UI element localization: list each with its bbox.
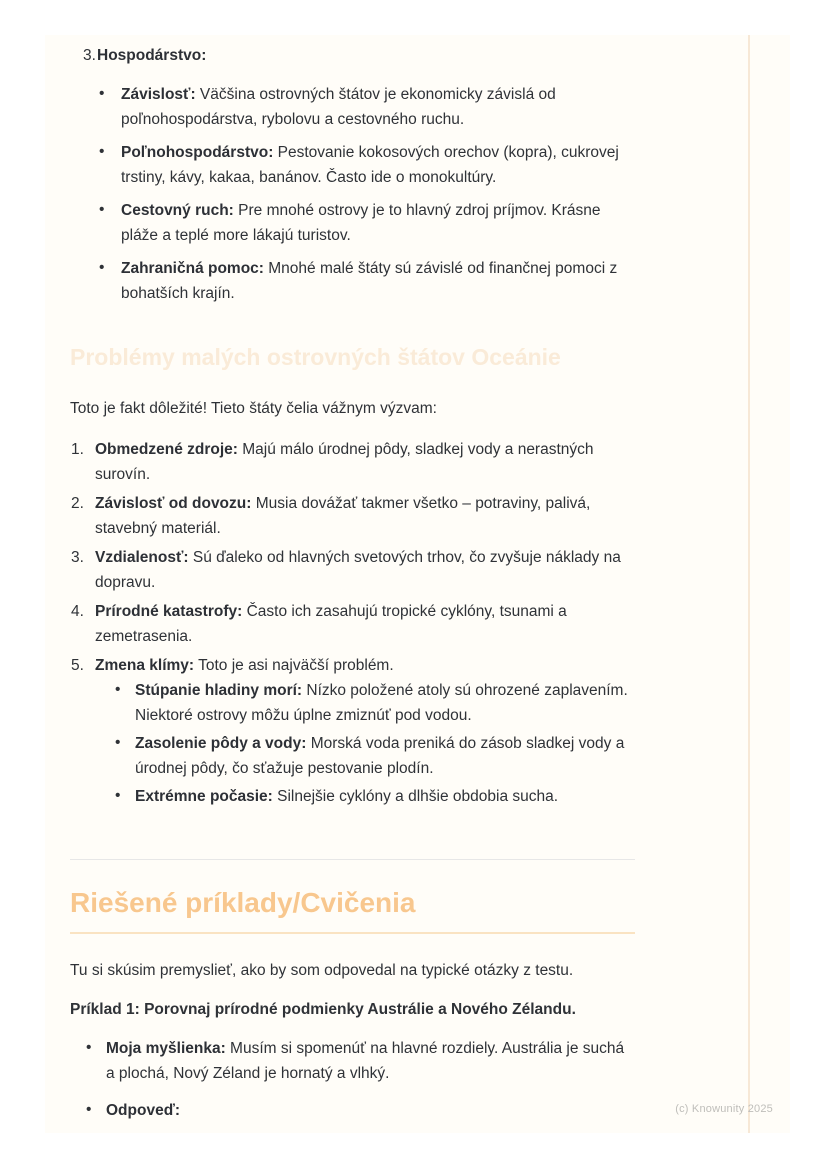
bullet-marker: •: [99, 259, 105, 276]
item-text: Musia dovážať takmer všetko – potraviny, palivá, stavebný materiál.: [95, 495, 591, 537]
item-label: Extrémne počasie:: [135, 788, 273, 805]
item-text: Väčšina ostrovných štátov je ekonomicky závislá od poľnohospodárstva, rybolovu a cestovného ruchu.: [121, 86, 556, 128]
bullet-marker: •: [115, 681, 121, 698]
item-text: Pestovanie kokosových orechov (kopra), cukrovej trstiny, kávy, kakaa, banánov. Často ide o monokultúry.: [121, 144, 619, 186]
problems-numbered-list: [70, 437, 635, 809]
item-label: Obmedzené zdroje:: [95, 441, 238, 458]
item-label: Zahraničná pomoc:: [121, 260, 264, 277]
document-page: [45, 35, 790, 1133]
section-heading-examples: Riešené príklady/Cvičenia: [70, 886, 635, 934]
list-item: [70, 1098, 635, 1123]
page-edge-line: [748, 35, 750, 1133]
problems-intro-paragraph: Toto je fakt dôležité! Tieto štáty čelia vážnym výzvam:: [70, 400, 437, 417]
document-content: [45, 35, 635, 1123]
list-number: 3.: [83, 47, 96, 64]
bullet-marker: •: [86, 1101, 92, 1118]
numbered-list-item: [70, 491, 635, 541]
item-text: Toto je asi najväčší problém.: [194, 657, 394, 674]
item-text: Musím si spomenúť na hlavné rozdiely. Austrália je suchá a plochá, Nový Zéland je hornatý a vlhký.: [106, 1040, 625, 1082]
numbered-item-hospodarstvo: [70, 43, 635, 68]
list-item: [70, 140, 635, 190]
item-text: Často ich zasahujú tropické cyklóny, tsunami a zemetrasenia.: [95, 603, 567, 645]
numbered-list-item: [70, 599, 635, 649]
list-item: [70, 198, 635, 248]
list-item: [70, 256, 635, 306]
list-number: 2.: [71, 495, 84, 512]
list-number: 4.: [71, 603, 84, 620]
numbered-item-title: Hospodárstvo:: [97, 47, 207, 64]
item-text: Pre mnohé ostrovy je to hlavný zdroj príjmov. Krásne pláže a teplé more lákajú turistov.: [121, 202, 601, 244]
numbered-list-item: [70, 653, 635, 809]
economy-bullet-list: [70, 82, 635, 306]
item-label: Prírodné katastrofy:: [95, 603, 243, 620]
item-text: Majú málo úrodnej pôdy, sladkej vody a nerastných surovín.: [95, 441, 594, 483]
bullet-marker: •: [115, 787, 121, 804]
watermark: (c) Knowunity 2025: [675, 1103, 773, 1115]
numbered-list-item: [70, 545, 635, 595]
section-heading-problems: Problémy malých ostrovných štátov Oceánie: [70, 344, 561, 370]
item-label: Stúpanie hladiny morí:: [135, 682, 303, 699]
item-label: Zmena klímy:: [95, 657, 195, 674]
item-text: Nízko položené atoly sú ohrozené zaplavením. Niektoré ostrovy môžu úplne zmiznúť pod vodou.: [135, 682, 628, 724]
item-label: Poľnohospodárstvo:: [121, 144, 274, 161]
examples-intro-paragraph: Tu si skúsim premyslieť, ako by som odpovedal na typické otázky z testu.: [70, 962, 574, 979]
item-label: Zasolenie pôdy a vody:: [135, 735, 307, 752]
climate-sub-list: [95, 678, 635, 809]
list-item: [95, 678, 635, 728]
list-number: 5.: [71, 657, 84, 674]
section-divider: [70, 859, 635, 860]
item-text: Sú ďaleko od hlavných svetových trhov, čo zvyšuje náklady na dopravu.: [95, 549, 621, 591]
item-text: Morská voda preniká do zásob sladkej vody a úrodnej pôdy, čo sťažuje pestovanie plodín.: [135, 735, 625, 777]
bullet-marker: •: [86, 1039, 92, 1056]
examples-bullet-list: [70, 1036, 635, 1123]
bullet-marker: •: [115, 734, 121, 751]
item-text: Silnejšie cyklóny a dlhšie obdobia sucha.: [272, 788, 559, 805]
example-title: Príklad 1: Porovnaj prírodné podmienky Austrálie a Nového Zélandu.: [70, 1001, 576, 1018]
list-number: 3.: [71, 549, 84, 566]
list-item: [70, 1036, 635, 1086]
bullet-marker: •: [99, 85, 105, 102]
item-text: Mnohé malé štáty sú závislé od finančnej pomoci z bohatších krajín.: [121, 260, 618, 302]
list-item: [95, 784, 635, 809]
list-item: [95, 731, 635, 781]
numbered-list-item: [70, 437, 635, 487]
list-item: [70, 82, 635, 132]
item-label: Cestovný ruch:: [121, 202, 234, 219]
item-label: Vzdialenosť:: [95, 549, 189, 566]
item-label: Závislosť od dovozu:: [95, 495, 252, 512]
item-label: Odpoveď:: [106, 1102, 181, 1119]
item-label: Moja myšlienka:: [106, 1040, 226, 1057]
item-label: Závislosť:: [121, 86, 196, 103]
list-number: 1.: [71, 441, 84, 458]
bullet-marker: •: [99, 143, 105, 160]
bullet-marker: •: [99, 201, 105, 218]
